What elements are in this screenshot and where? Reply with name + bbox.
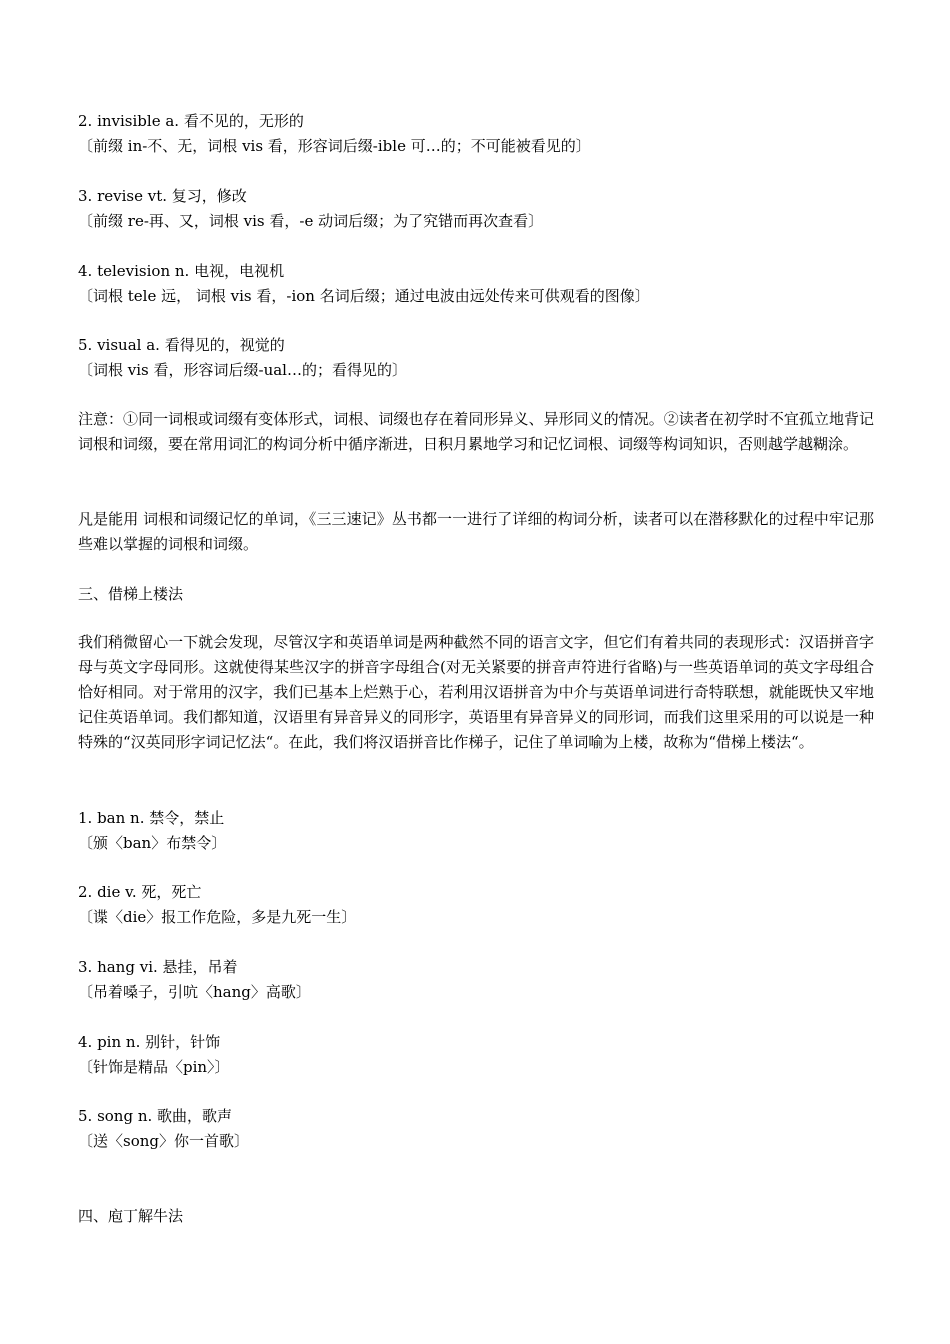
entry-revise-note: 〔前缀 re-再、又，词根 vis 看，-e 动词后缀；为了究错而再次查看〕	[78, 212, 544, 230]
entry-invisible-note: 〔前缀 in-不、无，词根 vis 看，形容词后缀-ible 可…的；不可能被看见的〕	[78, 137, 591, 155]
entry-hang-head: 3. hang vi. 悬挂，吊着	[78, 958, 238, 976]
entry-die-note: 〔谍〈die〉报工作危险，多是九死一生〕	[78, 908, 357, 926]
entry-pin-head: 4. pin n. 别针，针饰	[78, 1033, 221, 1051]
summary-paragraph: 凡是能用 词根和词缀记忆的单词，《三三速记》丛书都一一进行了详细的构词分析，读者可以在潜移默化的过程中牢记那些难以掌握的词根和词缀。	[78, 510, 874, 553]
section3-paragraph: 我们稍微留心一下就会发现，尽管汉字和英语单词是两种截然不同的语言文字，但它们有着共同的表现形式：汉语拼音字母与英文字母同形。这就使得某些汉字的拼音字母组合(对无关紧要的拼音声符进行省略)与一些英语单词的英文字母组合恰好相同。对于常用的汉字，我们已基本上烂熟于心，若利用汉语拼音为中介与英语单词进行奇特联想，就能既快又牢地记住英语单词。我们都知道，汉语里有异音异义的同形字，英语里有异音异义的同形词，而我们这里采用的可以说是一种特殊的“汉英同形字词记忆法“。在此，我们将汉语拼音比作梯子，记住了单词喻为上楼，故称为“借梯上楼法“。	[78, 633, 874, 751]
entry-hang-note: 〔吊着嗓子，引吭〈hang〉高歌〕	[78, 983, 311, 1001]
entry-revise-head: 3. revise vt. 复习，修改	[78, 187, 247, 205]
entry-invisible-head: 2. invisible a. 看不见的，无形的	[78, 112, 304, 130]
entry-visual-head: 5. visual a. 看得见的，视觉的	[78, 336, 285, 354]
entry-television-head: 4. television n. 电视，电视机	[78, 262, 285, 280]
entry-pin-note: 〔针饰是精品〈pin〉〕	[78, 1058, 230, 1076]
entry-die-head: 2. die v. 死，死亡	[78, 883, 202, 901]
entry-television-note: 〔词根 tele 远， 词根 vis 看，-ion 名词后缀；通过电波由远处传来可供观看的图像〕	[78, 287, 650, 305]
note-paragraph: 注意：①同一词根或词缀有变体形式，词根、词缀也存在着同形异义、异形同义的情况。②读者在初学时不宜孤立地背记词根和词缀，要在常用词汇的构词分析中循序渐进，日积月累地学习和记忆词根、词缀等构词知识，否则越学越糊涂。	[78, 410, 874, 453]
entry-visual-note: 〔词根 vis 看，形容词后缀-ual…的；看得见的〕	[78, 361, 407, 379]
entry-song-note: 〔送〈song〉你一首歌〕	[78, 1132, 249, 1150]
entry-song-head: 5. song n. 歌曲，歌声	[78, 1107, 233, 1125]
entry-ban-head: 1. ban n. 禁令，禁止	[78, 809, 225, 827]
section4-heading: 四、庖丁解牛法	[78, 1207, 184, 1225]
section3-heading: 三、借梯上楼法	[78, 585, 184, 603]
entry-ban-note: 〔颁〈ban〉布禁令〕	[78, 834, 227, 852]
